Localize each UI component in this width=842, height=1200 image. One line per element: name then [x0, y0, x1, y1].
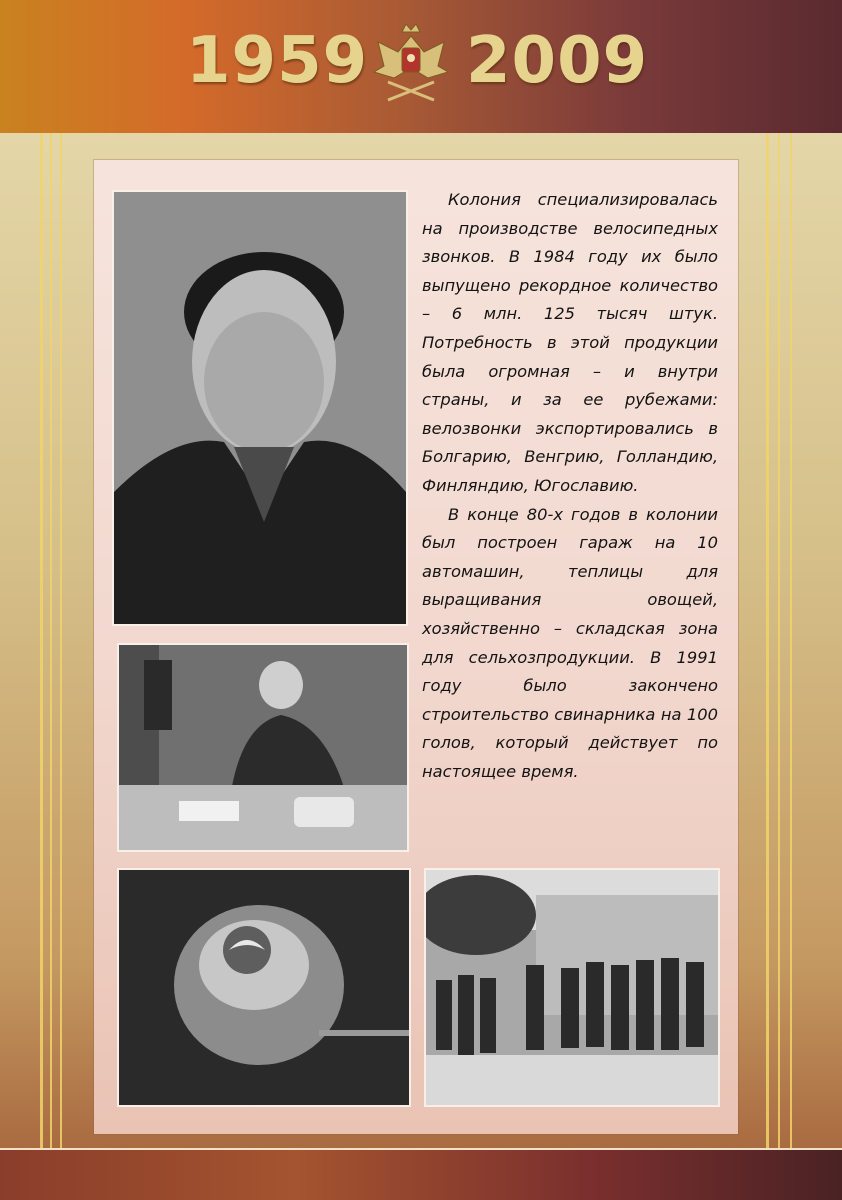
- double-headed-eagle-emblem-icon: [368, 22, 454, 106]
- decorative-stripe: [778, 133, 780, 1163]
- article-paragraph-1: Колония специализировалась на производстве велосипедных звонков. В 1984 году их было выпущено рекордное количество – 6 млн. 125 тысяч штук. Потребность в этой продукции была огромная – и внутри страны, и за ее рубежами: велозвонки экспортировались в Болгарию, Венгрию, Голландию, Финляндию, Югославию.: [422, 190, 718, 495]
- decorative-stripe: [50, 133, 52, 1163]
- decorative-stripe: [766, 133, 769, 1163]
- decorative-stripe: [40, 133, 43, 1163]
- footer-band: [0, 1150, 842, 1200]
- article-paragraph-2: В конце 80-х годов в колонии был построен гараж на 10 автомашин, теплицы для выращивания овощей, хозяйственно – складская зона для сельхозпродукции. В 1991 году было закончено строительство свинарника на 100 голов, который действует по настоящее время.: [422, 504, 718, 781]
- year-end: 2009: [466, 24, 649, 98]
- decorative-stripe: [60, 133, 62, 1163]
- article-text: [422, 186, 718, 786]
- bicycle-bell-photo: [117, 868, 411, 1107]
- office-photo: [117, 643, 409, 852]
- decorative-stripe: [790, 133, 792, 1163]
- year-start: 1959: [186, 24, 369, 98]
- portrait-photo: [112, 190, 408, 626]
- header-band: [0, 0, 842, 133]
- group-photo: [424, 868, 720, 1107]
